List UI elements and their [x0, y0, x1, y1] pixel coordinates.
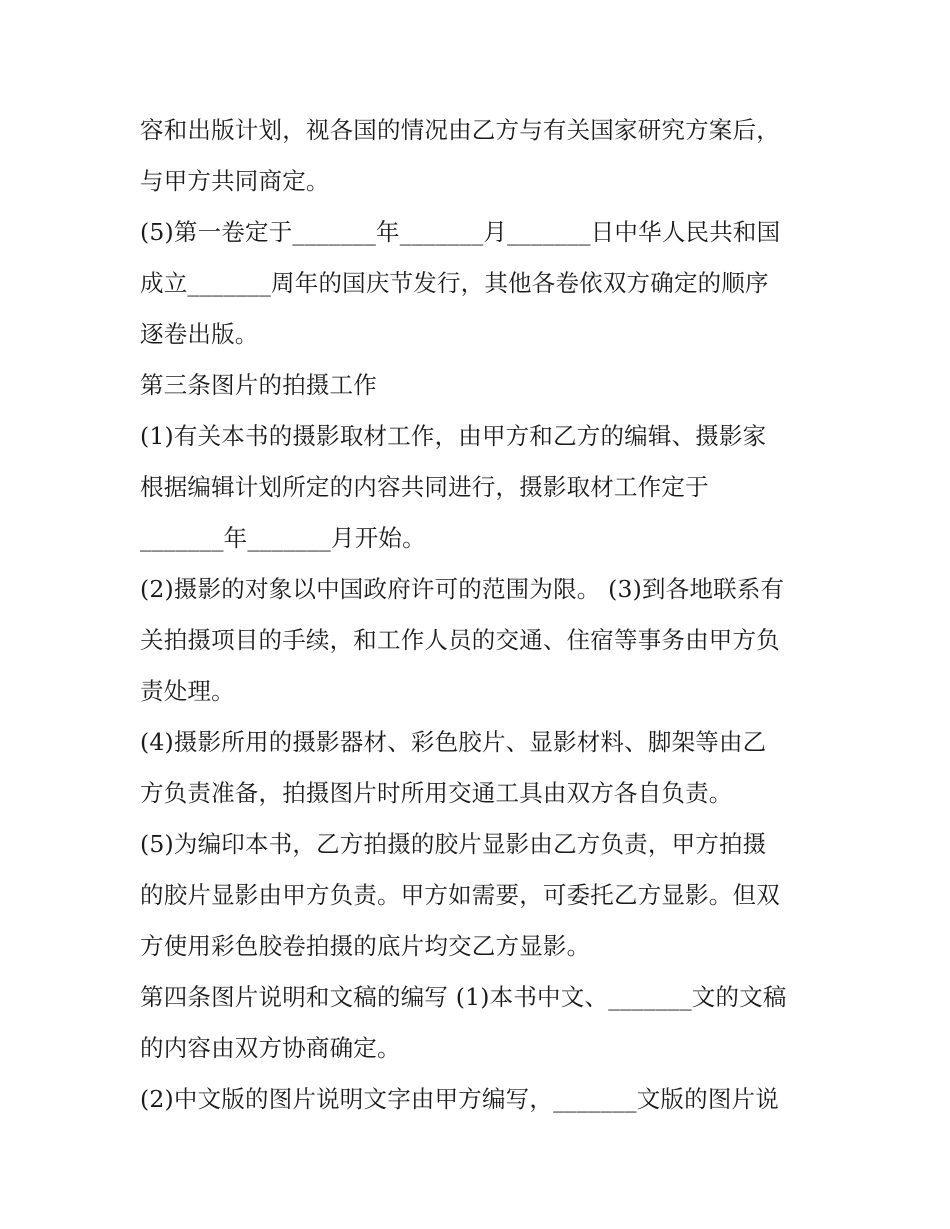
- text-line: 根据编辑计划所定的内容共同进行，摄影取材工作定于: [140, 473, 709, 501]
- section-heading: 第四条图片说明和文稿的编写 (1)本书中文、_______文的文稿: [140, 983, 787, 1011]
- text-line: (2)摄影的对象以中国政府许可的范围为限。 (3)到各地联系有: [140, 575, 785, 603]
- text-line: 成立_______周年的国庆节发行，其他各卷依双方确定的顺序: [140, 269, 769, 297]
- text-line: _______年_______月开始。: [140, 524, 426, 552]
- text-line: (2)中文版的图片说明文字由甲方编写，_______文版的图片说: [140, 1085, 779, 1113]
- text-line: 的内容由双方协商确定。: [140, 1034, 401, 1062]
- text-line: 方负责准备，拍摄图片时所用交通工具由双方各自负责。: [140, 779, 733, 807]
- text-line: 责处理。: [140, 677, 235, 705]
- text-line: 方使用彩色胶卷拍摄的底片均交乙方显影。: [140, 932, 591, 960]
- text-line: (5)第一卷定于_______年_______月_______日中华人民共和国: [140, 218, 781, 246]
- text-line: (4)摄影所用的摄影器材、彩色胶片、显影材料、脚架等由乙: [140, 728, 767, 756]
- text-line: 的胶片显影由甲方负责。甲方如需要，可委托乙方显影。但双: [140, 881, 780, 909]
- document-body: [140, 105, 820, 1125]
- text-line: 关拍摄项目的手续，和工作人员的交通、住宿等事务由甲方负: [140, 626, 780, 654]
- text-line: 逐卷出版。: [140, 320, 259, 348]
- text-line: 容和出版计划，视各国的情况由乙方与有关国家研究方案后，: [140, 116, 780, 144]
- text-line: (1)有关本书的摄影取材工作，由甲方和乙方的编辑、摄影家: [140, 422, 767, 450]
- text-line: 与甲方共同商定。: [140, 167, 330, 195]
- text-line: (5)为编印本书，乙方拍摄的胶片显影由乙方负责，甲方拍摄: [140, 830, 767, 858]
- section-heading: 第三条图片的拍摄工作: [140, 371, 377, 399]
